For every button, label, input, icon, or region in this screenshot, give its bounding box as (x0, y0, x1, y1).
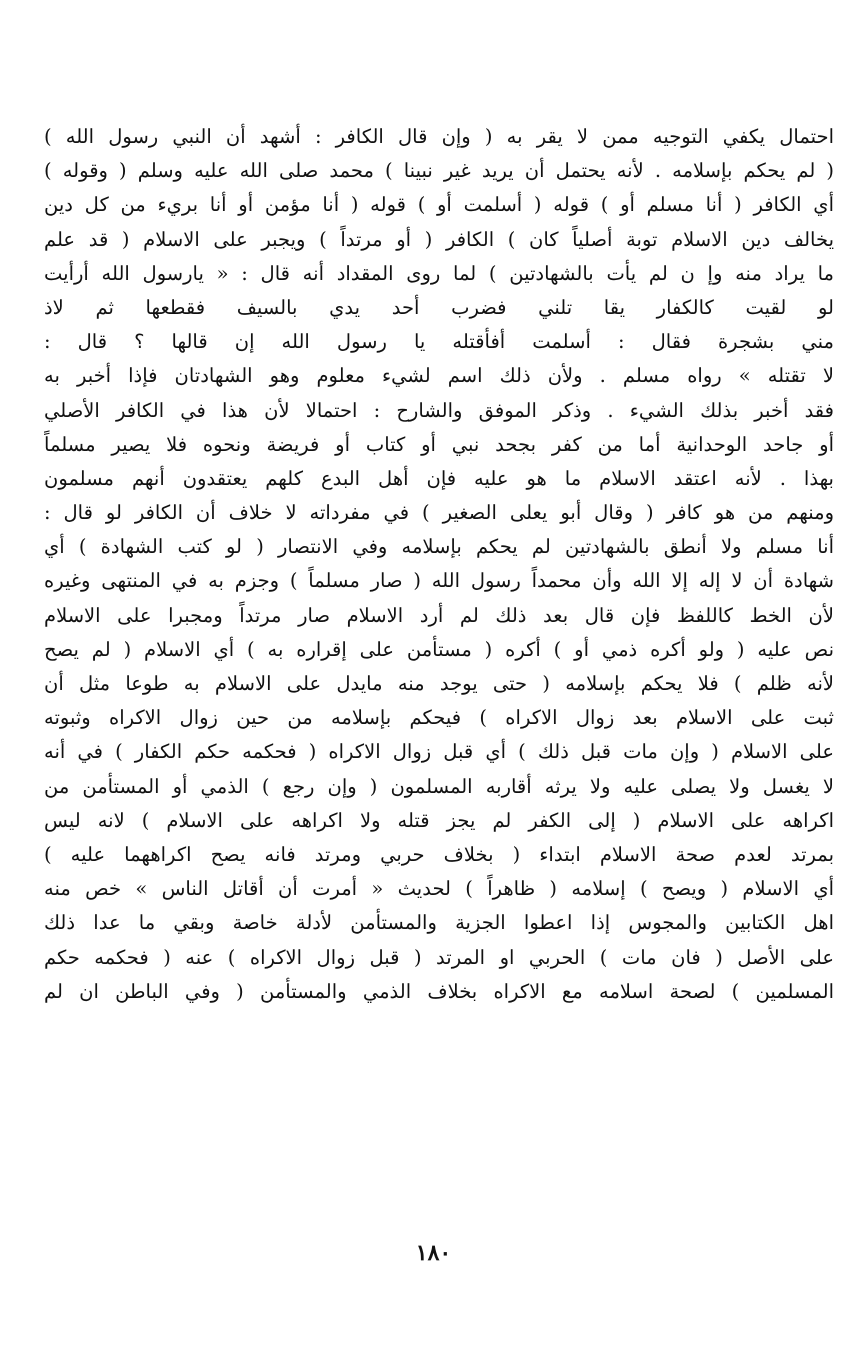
text-line: لأنه ظلم ) فلا يحكم بإسلامه ( حتى يوجد منه مايدل على الاسلام به طوعا مثل أن (44, 672, 834, 695)
text-line: ومنهم من هو كافر ( وقال أبو يعلى الصغير ) في مفرداته لا خلاف أن الكافر لو قال : (44, 501, 834, 525)
text-line: يخالف دين الاسلام توبة أصلياً كان ) الكافر ( أو مرتداً ) ويجبر على الاسلام ( قد علم (44, 227, 834, 251)
text-line: أي الكافر ( أنا مسلم أو ) قوله ( أسلمت أو ) قوله ( أنا مؤمن أو أنا بريء من كل دين (44, 193, 834, 217)
text-line: بهذا . لأنه اعتقد الاسلام ما هو عليه فإن أهل البدع كلهم يعتقدون أنهم مسلمون (44, 466, 834, 490)
text-line: فقد أخبر بذلك الشيء . وذكر الموفق والشارح : احتمالا لأن هذا في الكافر الأصلي (44, 398, 834, 422)
text-line: اهل الكتابين والمجوس إذا اعطوا الجزية والمستأمن لأدلة خاصة وبقي ما عدا ذلك (44, 911, 834, 935)
page-number: ١٨٠ (415, 1240, 452, 1266)
text-line: لا يغسل ولا يصلى عليه ولا يرثه أقاربه المسلمون ( وإن رجع ) الذمي أو المستأمن من (44, 774, 834, 798)
text-line: ( لم يحكم بإسلامه . لأنه يحتمل أن يريد غير نبينا ) محمد صلى الله عليه وسلم ( وقوله ) (44, 159, 834, 183)
text-line: اكراهه على الاسلام ( إلى الكفر لم يجز قتله ولا اكراهه على الاسلام ) لانه ليس (44, 808, 834, 832)
text-line: لو لقيت كالكفار يقا تلني فضرب أحد يدي بالسيف فقطعها ثم لاذ (44, 295, 834, 319)
text-line: المسلمين ) لصحة اسلامه مع الاكراه بخلاف الذمي والمستأمن ( وفي الباطن ان لم (44, 979, 834, 1003)
text-line: أي الاسلام ( ويصح ) إسلامه ( ظاهراً ) لحديث « أمرت أن أقاتل الناس » خص منه (44, 877, 834, 901)
text-line: شهادة أن لا إله إلا الله وأن محمداً رسول الله ( صار مسلماً ) وجزم به في المنتهى وغيره (44, 569, 834, 593)
text-line: أو جاحد الوحدانية أما من كفر بجحد نبي أو كتاب أو فريضة ونحوه فلا يصير مسلماً (44, 432, 834, 456)
text-line: نص عليه ( ولو أكره ذمي أو ) أكره ( مستأمن على إقراره به ) أي الاسلام ( لم يصح (44, 637, 834, 661)
text-line: ما يراد منه وإ ن لم يأت بالشهادتين ) لما روى المقداد أنه قال : « يارسول الله أرأيت (44, 261, 834, 285)
text-line: ثبت على الاسلام بعد زوال الاكراه ) فيحكم بإسلامه من حين زوال الاكراه وثبوته (44, 706, 834, 730)
text-line: على الأصل ( فان مات ) الحربي او المرتد ( قبل زوال الاكراه ) عنه ( فحكمه حكم (44, 945, 834, 969)
text-line: احتمال يكفي التوجيه ممن لا يقر به ( وإن قال الكافر : أشهد أن النبي رسول الله ) (44, 125, 834, 148)
text-line: أنا مسلم ولا أنطق بالشهادتين لم يحكم بإسلامه وفي الانتصار ( لو كتب الشهادة ) أي (44, 535, 834, 559)
text-line: بمرتد لعدم صحة الاسلام ابتداء ( بخلاف حربي ومرتد فانه يصح اكراههما عليه ) (44, 842, 834, 866)
text-line: لا تقتله » رواه مسلم . ولأن ذلك اسم لشيء معلوم وهو الشهادتان فإذا أخبر به (44, 364, 834, 388)
text-line: مني بشجرة فقال : أسلمت أفأقتله يا رسول الله إن قالها ؟ قال : (44, 330, 834, 354)
text-line: لأن الخط كاللفظ فإن قال بعد ذلك لم أرد الاسلام صار مرتداً ومجبرا على الاسلام (44, 603, 834, 627)
body-text (44, 120, 834, 1009)
text-line: على الاسلام ( وإن مات قبل ذلك ) أي قبل زوال الاكراه ( فحكمه حكم الكفار ) في أنه (44, 740, 834, 764)
